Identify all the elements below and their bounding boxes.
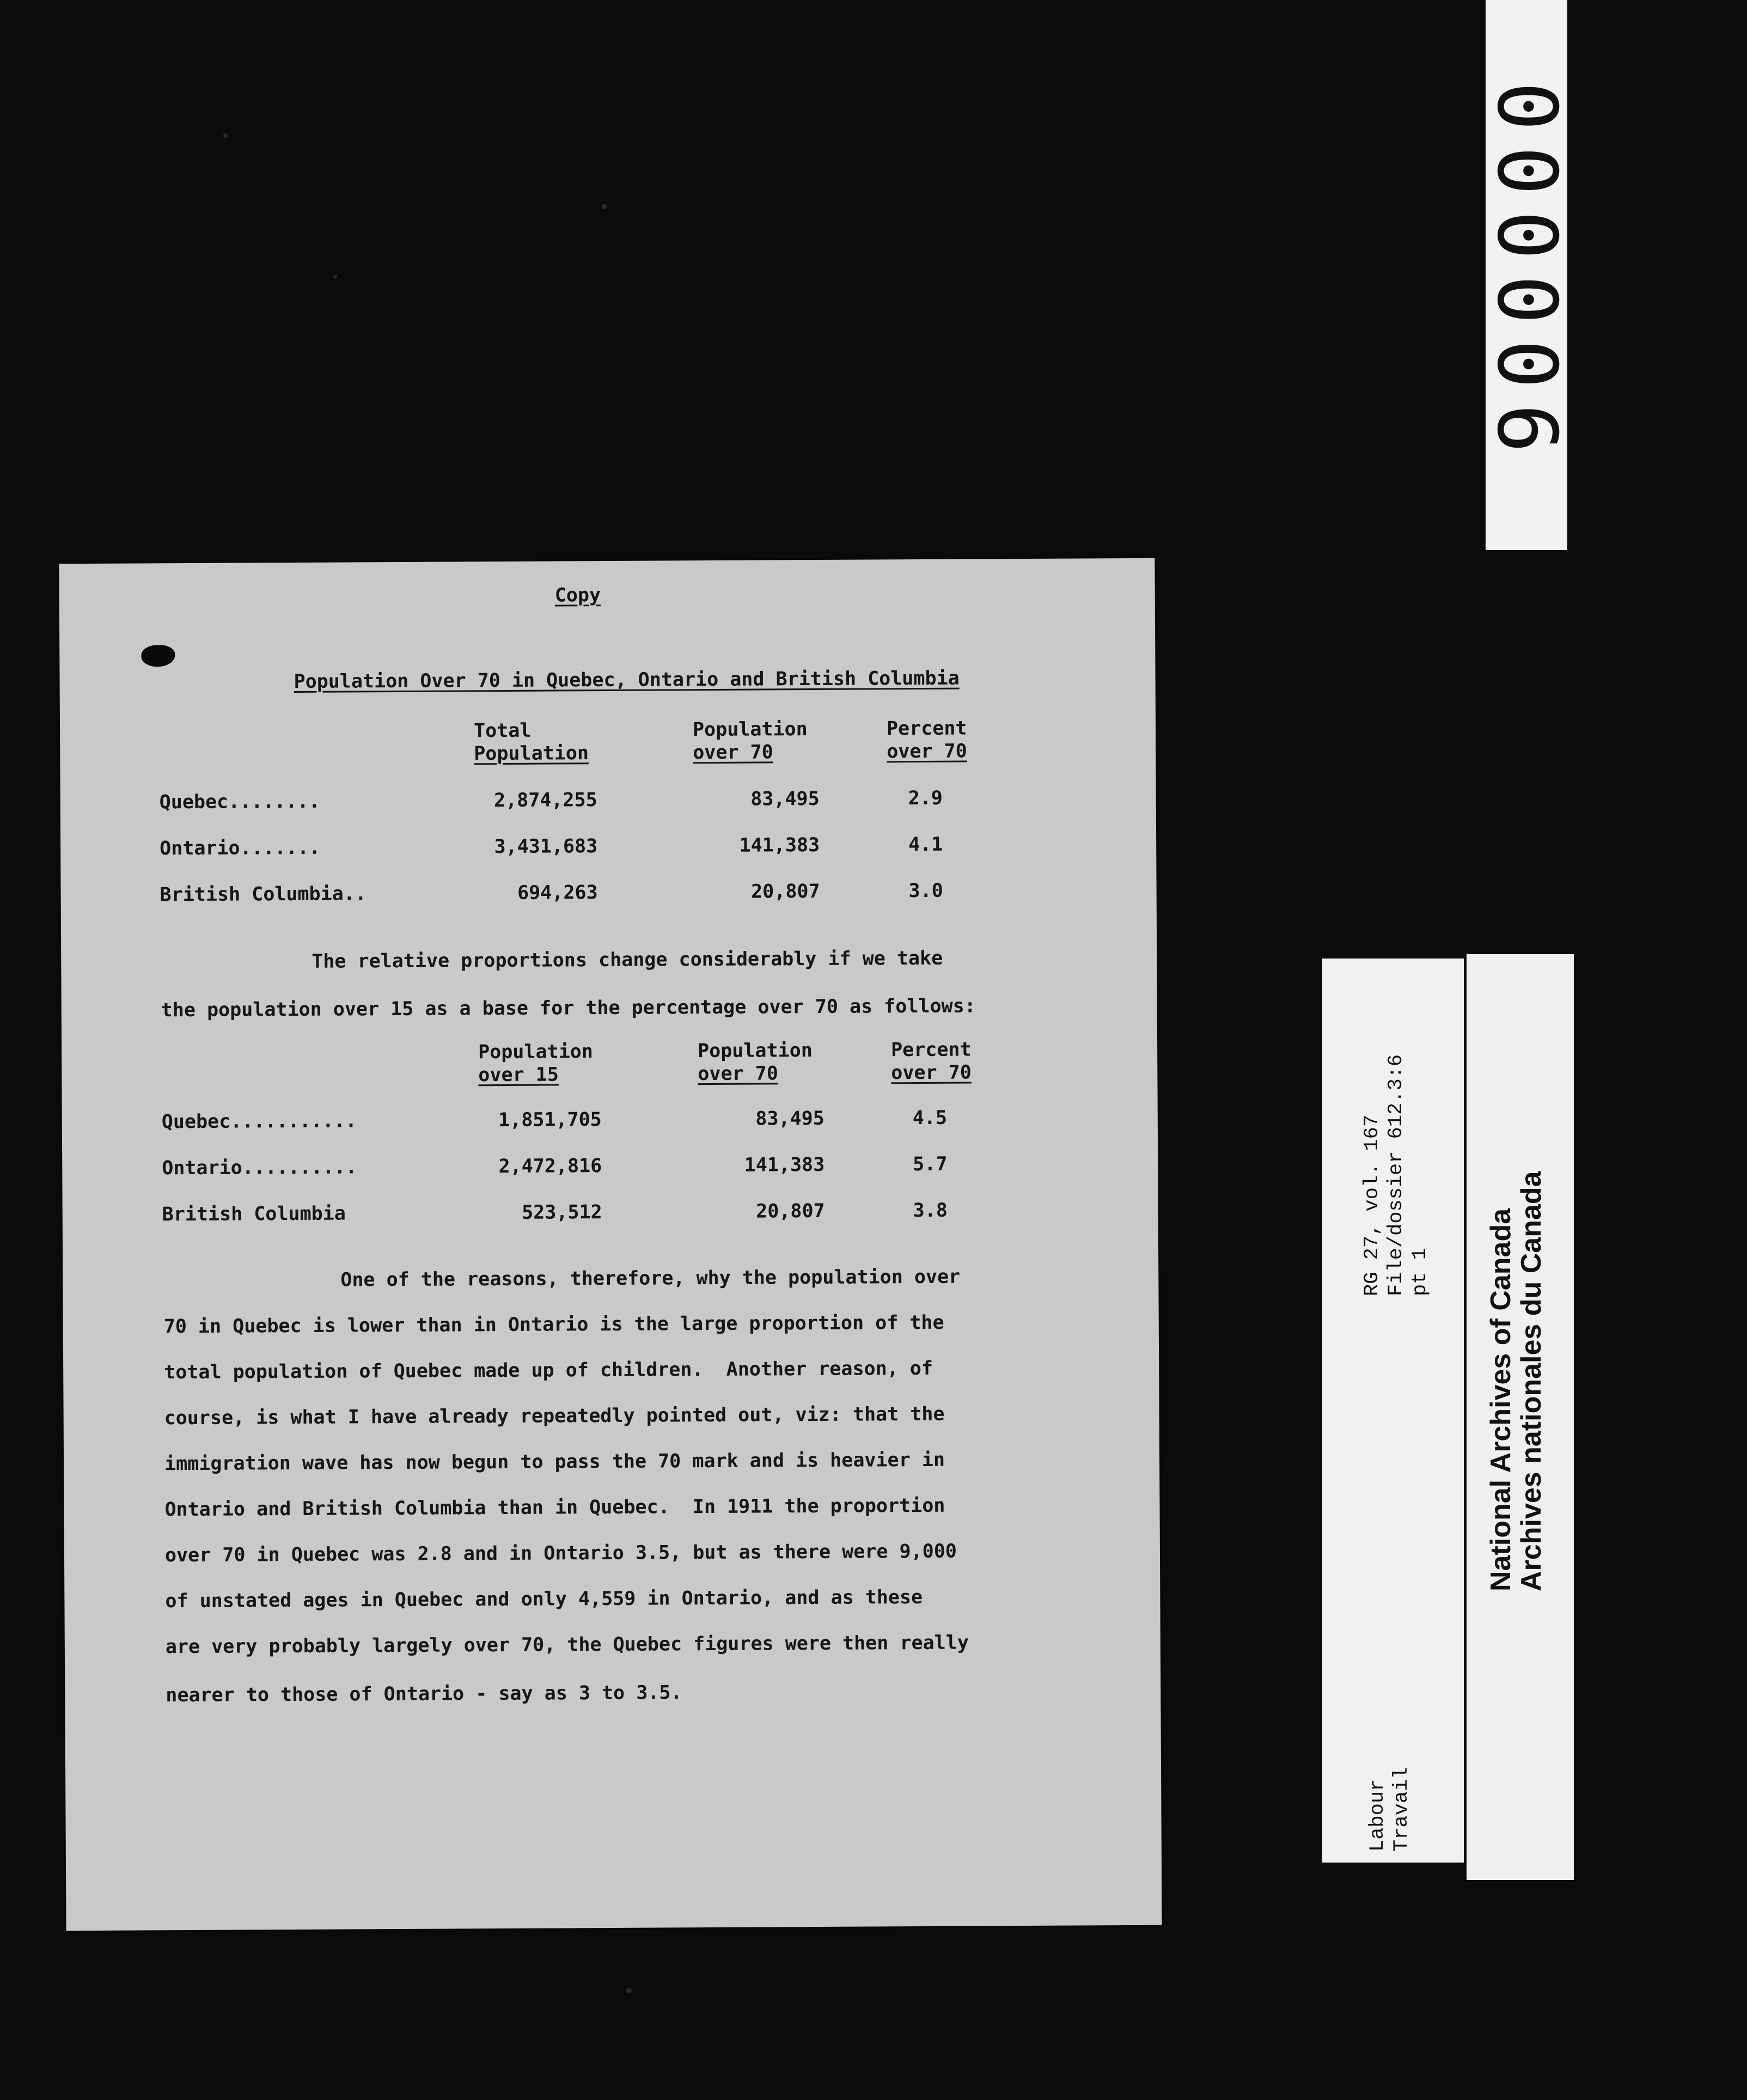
table-row-over70: 141,383 [739,834,820,857]
table2-header-col3-line2: over 70 [891,1061,972,1084]
film-speck [333,275,337,279]
paragraph-line: Ontario and British Columbia than in Quebec. In 1911 the proportion [164,1494,945,1521]
table-row-percent: 3.8 [913,1199,948,1222]
table-row-province: British Columbia.. [160,883,367,906]
table-row-percent: 3.0 [908,880,943,902]
table-row-total: 2,874,255 [493,789,597,812]
table-row-province: Quebec........... [161,1110,357,1133]
film-frame-number [1479,0,1574,550]
table-row-over70: 83,495 [755,1107,824,1130]
paragraph-line: course, is what I have already repeatedly pointed out, viz: that the [164,1403,945,1430]
table-row-total: 3,431,683 [494,835,598,858]
paragraph-line: total population of Quebec made up of children. Another reason, of [164,1357,933,1384]
table-row-over15: 523,512 [522,1201,602,1224]
department-text [1366,1767,1414,1852]
film-speck [626,1988,632,1993]
table-row-percent: 4.5 [912,1107,948,1130]
table2-header-col2-line1: Population [698,1040,813,1063]
paragraph-line: One of the reasons, therefore, why the population over [340,1266,961,1291]
intro-line-1: The relative proportions change considerably if we take [311,947,943,973]
table-row-over70: 83,495 [750,787,820,810]
table2-header-col1-line1: Population [478,1041,593,1064]
table1-header-col1-line2: Population [474,742,589,765]
copy-label: Copy [554,584,601,607]
film-speck [223,133,228,138]
table1-header-col3-line2: over 70 [887,740,967,763]
paragraph-line: nearer to those of Ontario - say as 3 to 3.5. [166,1682,682,1707]
table-row-over70: 20,807 [751,880,820,903]
intro-line-2: the population over 15 as a base for the percentage over 70 as follows: [161,995,976,1022]
department-line: Labour [1366,1779,1389,1852]
document-page [59,558,1162,1931]
reference-line: pt 1 [1409,1248,1432,1296]
table1-header-col2-line1: Population [692,718,808,741]
reference-line: RG 27, vol. 167 [1361,1114,1384,1296]
table-row-percent: 4.1 [908,833,943,856]
paragraph-line: over 70 in Quebec was 2.8 and in Ontario 3.5, but as there were 9,000 [164,1540,957,1567]
table-row-over15: 1,851,705 [498,1109,602,1132]
institution-label [1467,954,1574,1880]
paragraph-line: are very probably largely over 70, the Quebec figures were then really [165,1632,969,1658]
table-row-over15: 2,472,816 [498,1155,602,1178]
table-row-over70: 141,383 [744,1153,825,1176]
film-speck [602,204,607,209]
table-row-province: Quebec........ [159,790,320,814]
table1-header-col2-line2: over 70 [693,741,773,764]
table-row-province: Ontario.......... [162,1156,357,1180]
table-row-province: British Columbia [162,1202,346,1226]
table2-header-col3-line1: Percent [891,1039,972,1061]
reference-text [1360,1054,1432,1296]
table-row-percent: 2.9 [908,787,943,810]
paragraph-line: of unstated ages in Quebec and only 4,559 in Ontario, and as these [165,1586,923,1613]
department-line: Travail [1390,1767,1413,1852]
archive-reference-label [1322,959,1464,1863]
institution-line-en: National Archives of Canada [1485,1208,1517,1591]
table2-header-col2-line2: over 70 [698,1063,778,1085]
institution-text [1486,1171,1547,1591]
paragraph-line: immigration wave has now begun to pass the 70 mark and is heavier in [164,1449,945,1475]
frame-number-text: 000006 [1479,82,1574,468]
institution-line-fr: Archives nationales du Canada [1516,1171,1547,1591]
table-row-over70: 20,807 [756,1200,825,1223]
table1-header-col1-line1: Total [473,719,532,742]
table-row-percent: 5.7 [913,1153,948,1176]
ink-blot [141,645,175,667]
table2-header-col1-line2: over 15 [478,1064,559,1086]
table-row-province: Ontario....... [160,837,321,860]
paragraph-line: 70 in Quebec is lower than in Ontario is the large proportion of the [163,1311,944,1338]
document-title: Population Over 70 in Quebec, Ontario and British Columbia [294,667,960,693]
table1-header-col3-line1: Percent [886,717,967,740]
table-row-total: 694,263 [517,882,598,904]
reference-line: File/dossier 612.3:6 [1385,1054,1408,1296]
